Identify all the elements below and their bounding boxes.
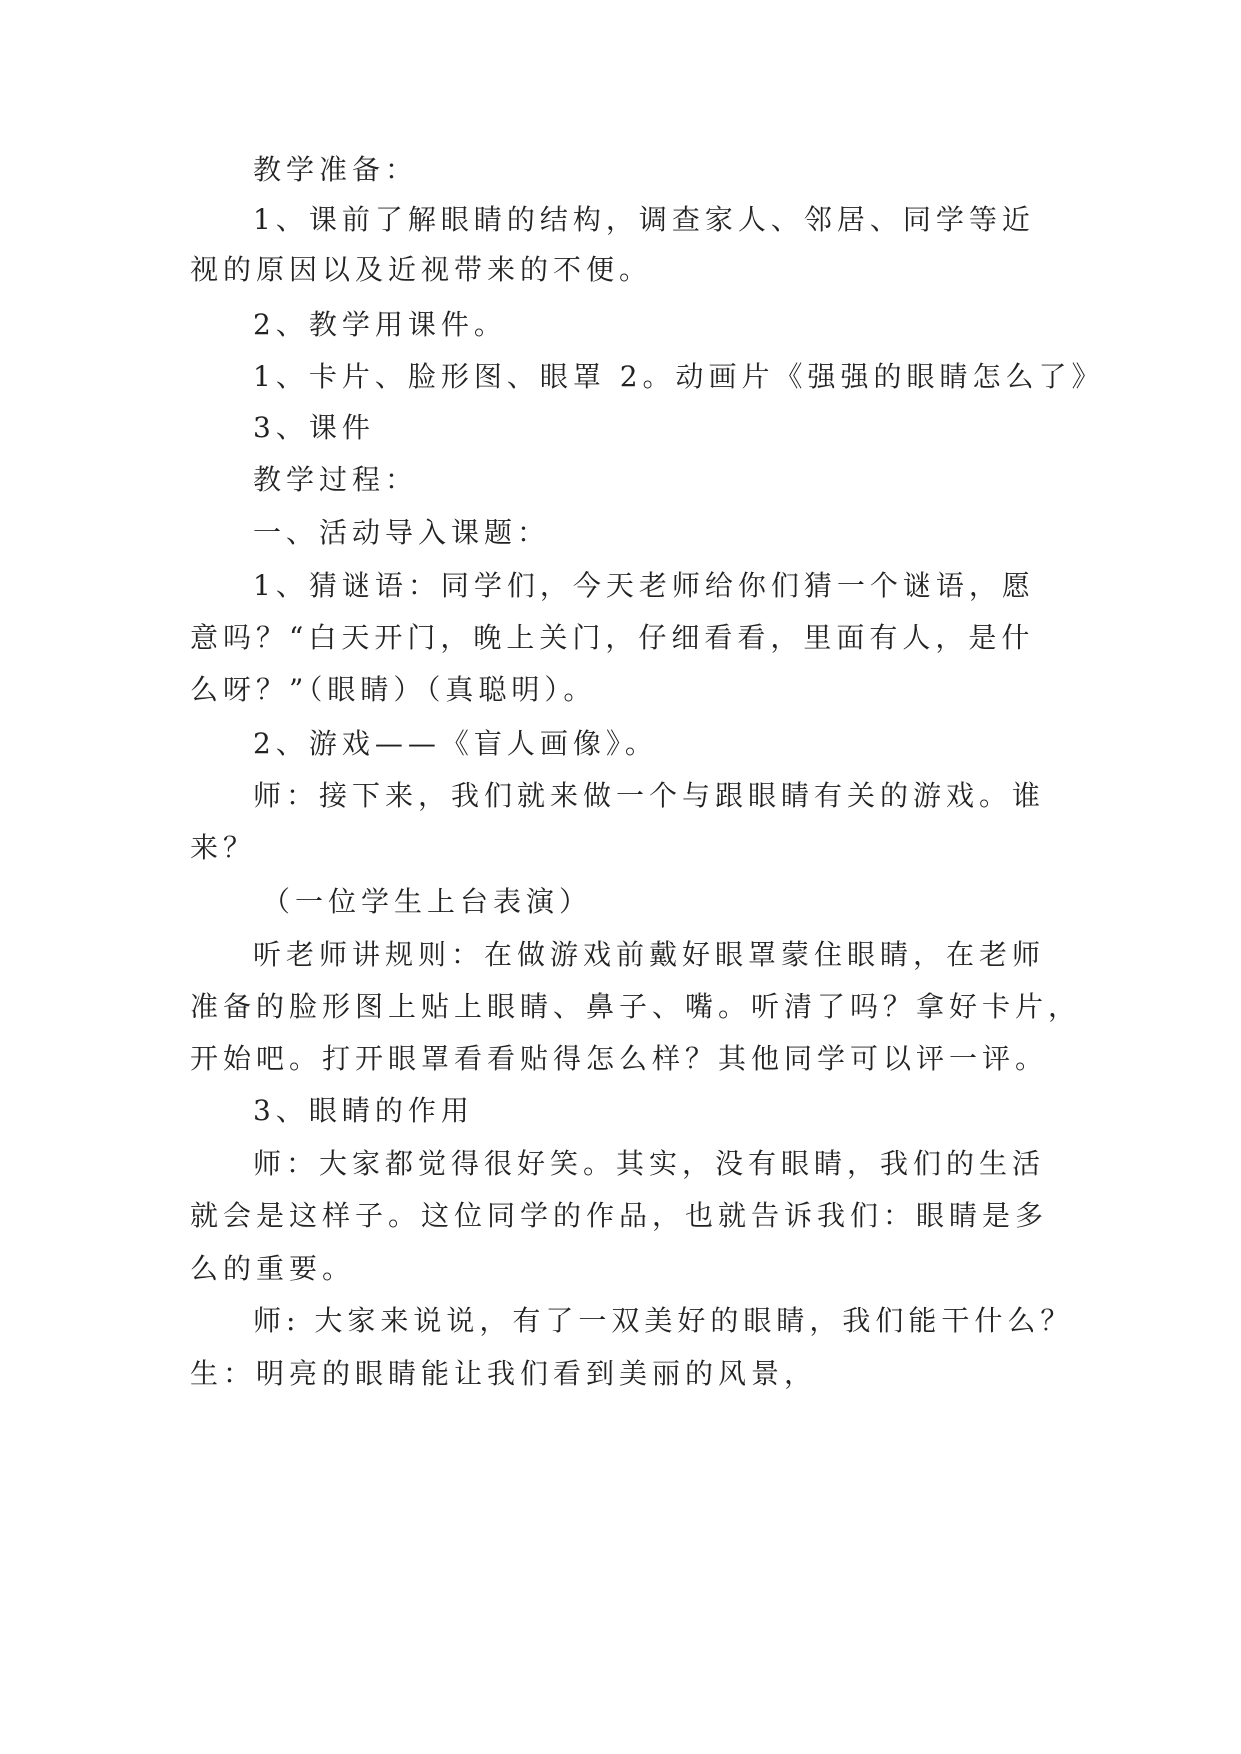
paragraph-line: 2、游戏——《盲人画像》。 [253,727,658,760]
paragraph-line: 么呀？”（眼睛）（真聪明）。 [190,673,597,706]
paragraph-line: 一、活动导入课题： [253,516,551,549]
paragraph-line: 1、猜谜语：同学们，今天老师给你们猜一个谜语，愿 [253,569,1035,602]
paragraph-line: 准备的脸形图上贴上眼睛、鼻子、嘴。听清了吗？拿好卡片， [190,990,1082,1023]
paragraph-line: 就会是这样子。这位同学的作品，也就告诉我们：眼睛是多 [190,1199,1049,1232]
section-heading-process: 教学过程： [253,463,419,496]
paragraph-line: 3、眼睛的作用 [253,1094,474,1127]
section-heading-preparation: 教学准备： [253,153,419,186]
paragraph-line: 1、课前了解眼睛的结构，调查家人、邻居、同学等近 [253,203,1035,236]
paragraph-line: 视的原因以及近视带来的不便。 [190,253,653,286]
paragraph-line: 开始吧。打开眼罩看看贴得怎么样？其他同学可以评一评。 [190,1042,1049,1075]
paragraph-line: 1、卡片、脸形图、眼罩 2。动画片《强强的眼睛怎么了》 [253,360,1105,393]
paragraph-line: 师: 大家来说说，有了一双美好的眼睛，我们能干什么？ [253,1304,1074,1337]
paragraph-line: 3、课件 [253,411,375,444]
paragraph-line: 听老师讲规则：在做游戏前戴好眼罩蒙住眼睛，在老师 [253,938,1046,971]
paragraph-line: （一位学生上台表演） [262,885,593,918]
paragraph-line: 意吗？“白天开门，晚上关门，仔细看看，里面有人，是什 [190,621,1035,654]
paragraph-line: 生：明亮的眼睛能让我们看到美丽的风景， [190,1357,818,1390]
paragraph-line: 师：接下来，我们就来做一个与跟眼睛有关的游戏。谁 [253,779,1046,812]
paragraph-line: 师：大家都觉得很好笑。其实，没有眼睛，我们的生活 [253,1147,1046,1180]
paragraph-line: 么的重要。 [190,1252,356,1285]
paragraph-line: 2、教学用课件。 [253,308,507,341]
paragraph-line: 来？ [190,831,257,864]
